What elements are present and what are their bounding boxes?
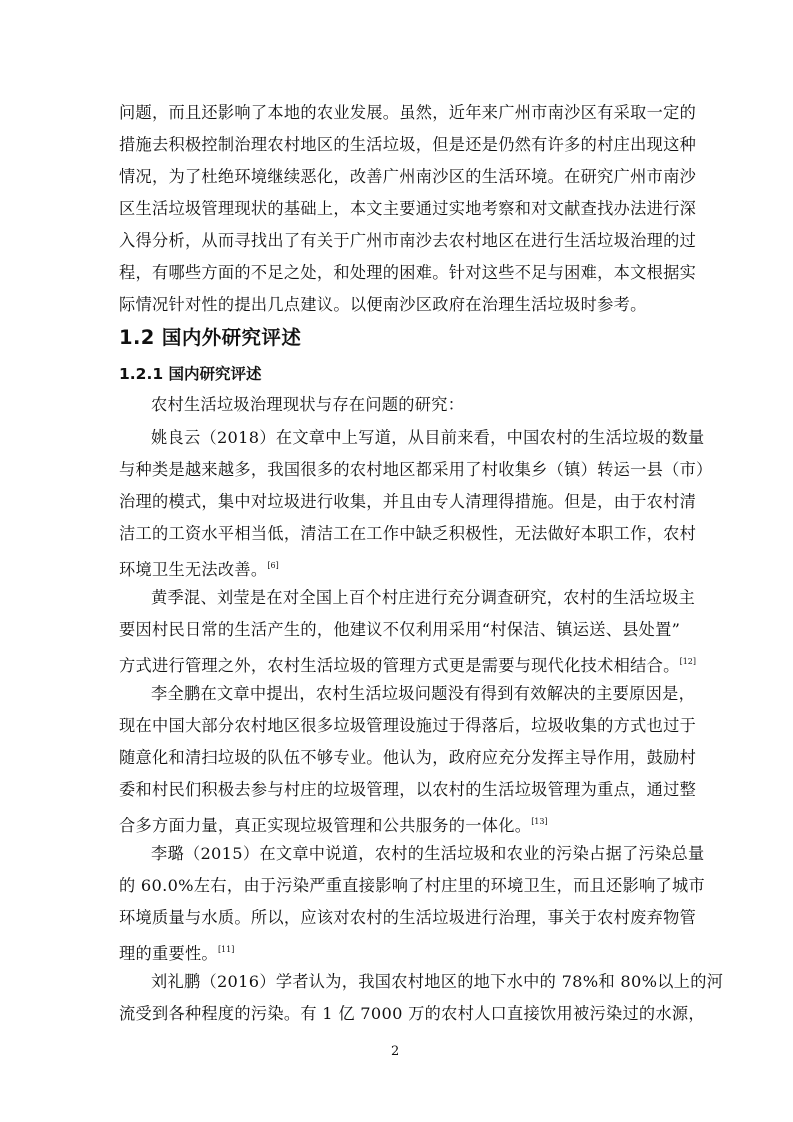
- body-line: 委和村民们积极去参与村庄的垃圾管理，以农村的生活垃圾管理为重点，通过整: [119, 780, 697, 799]
- body-line: 与种类是越来越多，我国很多的农村地区都采用了村收集乡（镇）转运一县（市）: [119, 460, 713, 479]
- body-line: 理的重要性。[11]: [119, 944, 235, 963]
- subsection-heading: 1.2.1 国内研究评述: [119, 365, 262, 383]
- body-line: 随意化和清扫垃圾的队伍不够专业。他认为，政府应充分发挥主导作用，鼓励村: [119, 748, 697, 767]
- body-line: 洁工的工资水平相当低，清洁工在工作中缺乏积极性，无法做好本职工作，农村: [119, 524, 697, 543]
- body-line: 程，有哪些方面的不足之处，和处理的困难。针对这些不足与困难，本文根据实: [119, 263, 697, 282]
- body-line: 李璐（2015）在文章中说道，农村的生活垃圾和农业的污染占据了污染总量: [151, 844, 705, 863]
- body-line: 黄季混、刘莹是在对全国上百个村庄进行充分调查研究，农村的生活垃圾主: [151, 588, 696, 607]
- body-line: 要因村民日常的生活产生的，他建议不仅利用采用“村保洁、镇运送、县处置”: [119, 620, 681, 639]
- body-line: 际情况针对性的提出几点建议。以便南沙区政府在治理生活垃圾时参考。: [119, 295, 647, 314]
- body-line: 方式进行管理之外，农村生活垃圾的管理方式更是需要与现代化技术相结合。[12]: [119, 656, 696, 675]
- body-line: 环境卫生无法改善。[6]: [119, 560, 279, 579]
- body-line: 李全鹏在文章中提出，农村生活垃圾问题没有得到有效解决的主要原因是，: [151, 684, 696, 703]
- body-line: 现在中国大部分农村地区很多垃圾管理设施过于得落后，垃圾收集的方式也过于: [119, 716, 697, 735]
- body-line: 入得分析，从而寻找出了有关于广州市南沙去农村地区在进行生活垃圾治理的过: [119, 231, 697, 250]
- body-line: 治理的模式，集中对垃圾进行收集，并且由专人清理得措施。但是，由于农村清: [119, 492, 697, 511]
- body-line: 刘礼鹏（2016）学者认为，我国农村地区的地下水中的 78%和 80%以上的河: [151, 972, 724, 991]
- body-line: 流受到各种程度的污染。有 1 亿 7000 万的农村人口直接饮用被污染过的水源，: [119, 1004, 705, 1023]
- topic-line: 农村生活垃圾治理现状与存在问题的研究：: [151, 395, 465, 414]
- body-line: 环境质量与水质。所以，应该对农村的生活垃圾进行治理，事关于农村废弃物管: [119, 908, 697, 927]
- citation-ref: [13]: [531, 817, 548, 826]
- citation-ref: [11]: [217, 945, 235, 954]
- body-line: 合多方面力量，真正实现垃圾管理和公共服务的一体化。[13]: [119, 816, 548, 835]
- body-line: 问题，而且还影响了本地的农业发展。虽然，近年来广州市南沙区有采取一定的: [119, 103, 697, 122]
- body-line: 区生活垃圾管理现状的基础上，本文主要通过实地考察和对文献查找办法进行深: [119, 199, 697, 218]
- body-line: 的 60.0%左右，由于污染严重直接影响了村庄里的环境卫生，而且还影响了城市: [119, 876, 705, 895]
- section-heading: 1.2 国内外研究评述: [119, 326, 302, 349]
- body-line: 措施去积极控制治理农村地区的生活垃圾，但是还是仍然有许多的村庄出现这种: [119, 135, 697, 154]
- page-number: 2: [391, 1044, 400, 1059]
- citation-ref: [6]: [267, 561, 279, 570]
- citation-ref: [12]: [679, 657, 696, 666]
- body-line: 情况，为了杜绝环境继续恶化，改善广州南沙区的生活环境。在研究广州市南沙: [119, 167, 697, 186]
- body-line: 姚良云（2018）在文章中上写道，从目前来看，中国农村的生活垃圾的数量: [151, 428, 705, 447]
